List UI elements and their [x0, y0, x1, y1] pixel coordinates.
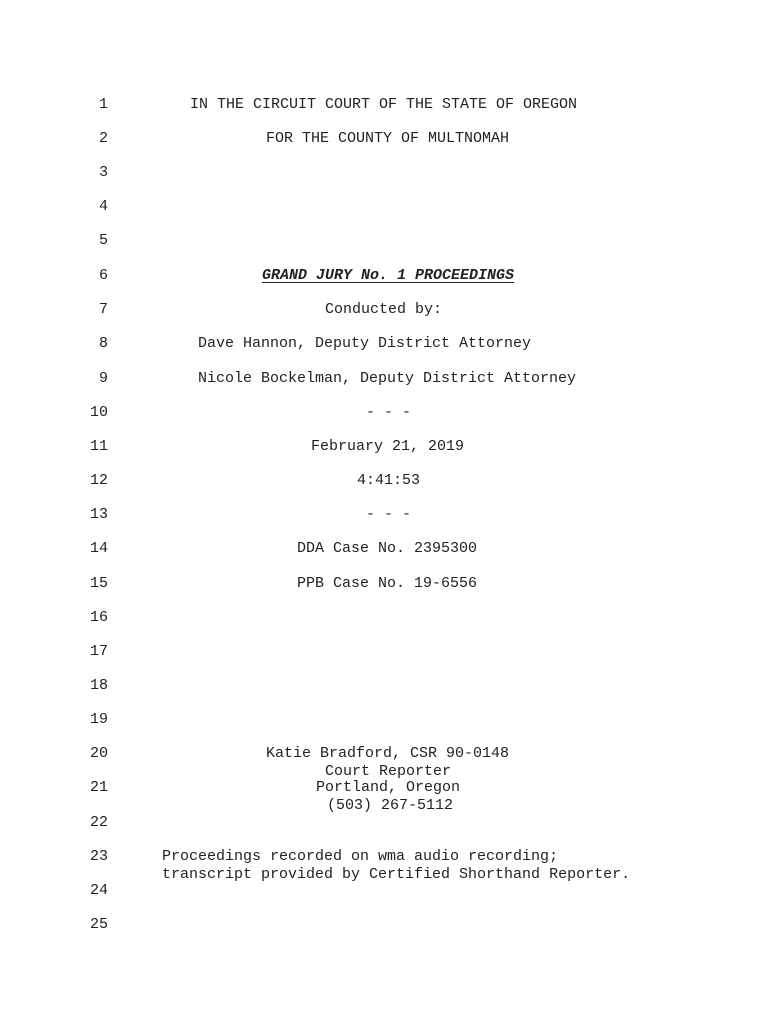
line-number: 12 [89, 472, 108, 489]
recording-note: transcript provided by Certified Shorthand Reporter. [162, 866, 631, 883]
recording-note: Proceedings recorded on wma audio recording; [162, 848, 559, 865]
line-number: 22 [89, 814, 108, 831]
conducted-by-label: Conducted by: [325, 301, 443, 318]
line-number: 24 [89, 882, 108, 899]
reporter-phone: (503) 267-5112 [327, 797, 454, 814]
attorney-name: Nicole Bockelman, Deputy District Attorney [198, 370, 577, 387]
line-number: 8 [98, 335, 108, 352]
county-heading: FOR THE COUNTY OF MULTNOMAH [266, 130, 510, 147]
line-number: 10 [89, 404, 108, 421]
separator: - - - [366, 506, 412, 523]
proceedings-date: February 21, 2019 [311, 438, 465, 455]
line-number: 23 [89, 848, 108, 865]
reporter-role: Court Reporter [325, 763, 452, 780]
court-heading: IN THE CIRCUIT COURT OF THE STATE OF OREGON [190, 96, 578, 113]
line-number: 9 [98, 370, 108, 387]
line-number: 18 [89, 677, 108, 694]
line-number: 21 [89, 779, 108, 796]
document-title: GRAND JURY No. 1 PROCEEDINGS [262, 267, 515, 284]
ppb-case-number: PPB Case No. 19-6556 [297, 575, 478, 592]
line-number: 6 [98, 267, 108, 284]
line-number: 7 [98, 301, 108, 318]
line-number: 13 [89, 506, 108, 523]
line-number: 14 [89, 540, 108, 557]
reporter-location: Portland, Oregon [316, 779, 461, 796]
line-number: 5 [98, 232, 108, 249]
line-number: 19 [89, 711, 108, 728]
line-number: 11 [89, 438, 108, 455]
line-number: 20 [89, 745, 108, 762]
line-number: 2 [98, 130, 108, 147]
line-number: 17 [89, 643, 108, 660]
line-number: 1 [98, 96, 108, 113]
proceedings-time: 4:41:53 [357, 472, 421, 489]
attorney-name: Dave Hannon, Deputy District Attorney [198, 335, 532, 352]
line-number: 4 [98, 198, 108, 215]
line-number: 25 [89, 916, 108, 933]
line-number: 15 [89, 575, 108, 592]
line-number: 16 [89, 609, 108, 626]
line-number: 3 [98, 164, 108, 181]
dda-case-number: DDA Case No. 2395300 [297, 540, 478, 557]
separator: - - - [366, 404, 412, 421]
reporter-name: Katie Bradford, CSR 90-0148 [266, 745, 510, 762]
